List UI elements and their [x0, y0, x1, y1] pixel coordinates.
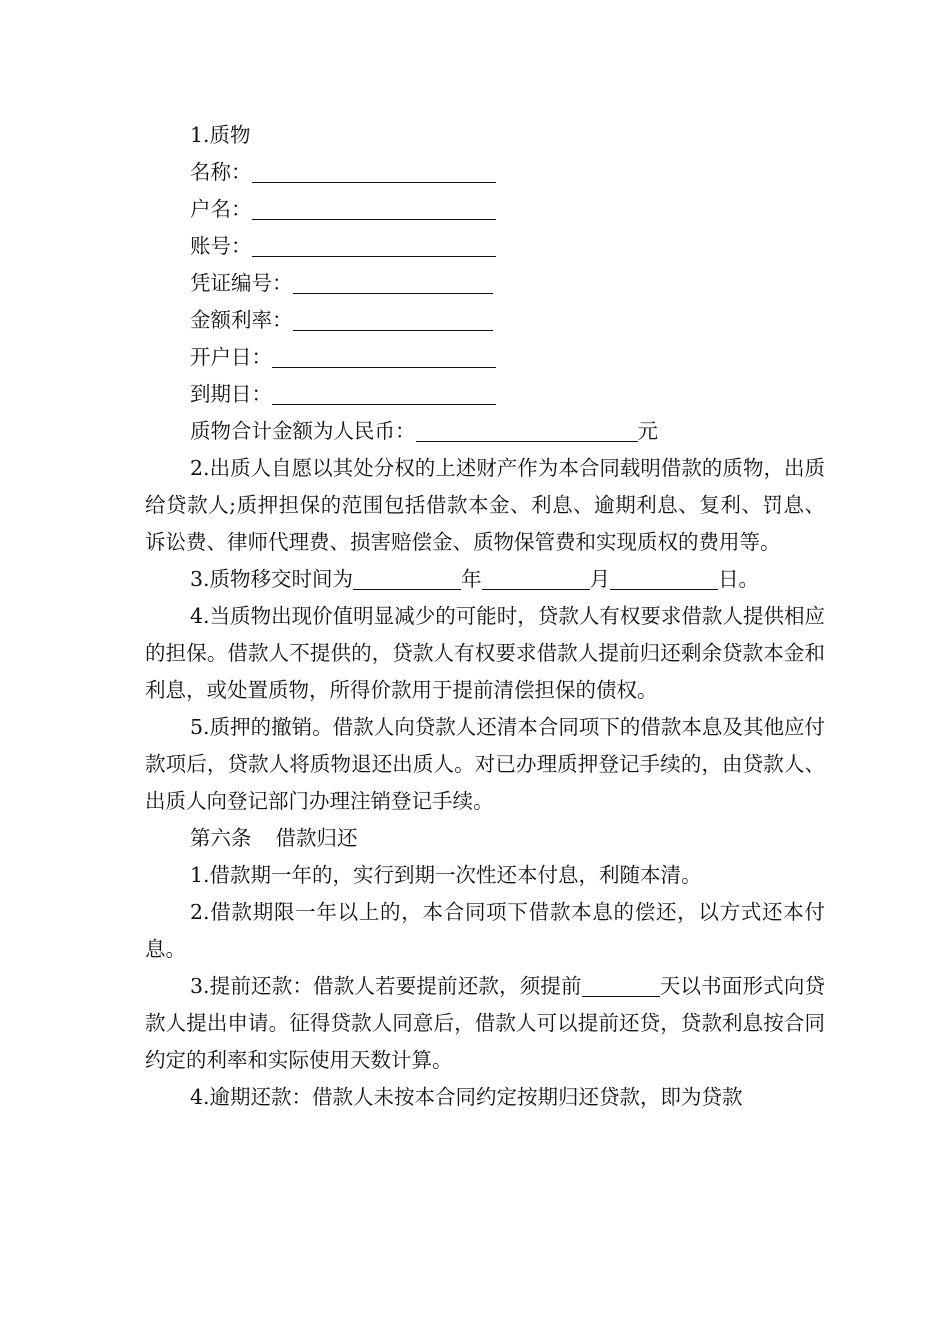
fill-blank[interactable]	[482, 567, 590, 590]
fill-blank[interactable]	[272, 345, 496, 368]
field-open-date	[145, 339, 825, 376]
fill-blank[interactable]	[272, 382, 496, 405]
article-6-heading	[145, 820, 825, 857]
field-voucher-number	[145, 265, 825, 302]
field-label: 名称：	[190, 160, 252, 184]
section-title: 1.质物	[190, 123, 251, 147]
clause-3-text: 3.质物移交时间为	[190, 567, 354, 591]
clause-3	[145, 561, 825, 598]
article-6-clause-2: 2.借款期限一年以上的，本合同项下借款本息的偿还，以方式还本付息。	[145, 900, 825, 961]
field-label: 金额利率：	[190, 308, 293, 332]
article-title: 借款归还	[275, 826, 358, 850]
field-label: 户名：	[190, 197, 252, 221]
field-amount-rate	[145, 302, 825, 339]
total-label: 质物合计金额为人民币：	[190, 419, 416, 443]
article-6-clause-3	[145, 968, 825, 1079]
field-label: 凭证编号：	[190, 271, 293, 295]
fill-blank[interactable]	[610, 567, 718, 590]
fill-blank[interactable]	[293, 308, 493, 331]
fill-blank[interactable]	[416, 419, 638, 442]
day-label: 日。	[718, 567, 760, 591]
field-account-name	[145, 191, 825, 228]
clause-2: 2.出质人自愿以其处分权的上述财产作为本合同载明借款的质物，出质给贷款人;质押担保的范围包括借款本金、利息、逾期利息、复利、罚息、诉讼费、律师代理费、损害赔偿金、质物保管费和实现质权的费用等。	[145, 456, 825, 554]
field-account-number	[145, 228, 825, 265]
fill-blank[interactable]	[252, 197, 496, 220]
field-label: 账号：	[190, 234, 252, 258]
clause-4: 4.当质物出现价值明显减少的可能时，贷款人有权要求借款人提供相应的担保。借款人不提供的，贷款人有权要求借款人提前归还剩余贷款本金和利息，或处置质物，所得价款用于提前清偿担保的债权。	[145, 604, 825, 702]
article-number: 第六条	[190, 826, 252, 850]
clause-text: 天以书面形式向贷款人提出申请。征得贷款人同意后，借款人可以提前还贷，贷款利息按合同约定的利率和实际使用天数计算。	[145, 974, 826, 1072]
clause-text: 3.提前还款：借款人若要提前还款，须提前	[190, 974, 582, 998]
article-6-clause-4: 4.逾期还款：借款人未按本合同约定按期归还贷款，即为贷款	[190, 1085, 743, 1109]
article-6-clause-1: 1.借款期一年的，实行到期一次性还本付息，利随本清。	[190, 863, 702, 887]
field-label: 开户日：	[190, 345, 272, 369]
fill-blank[interactable]	[582, 974, 660, 997]
fill-blank[interactable]	[353, 567, 461, 590]
total-unit: 元	[637, 419, 658, 443]
fill-blank[interactable]	[252, 160, 496, 183]
fill-blank[interactable]	[293, 271, 493, 294]
document-page	[145, 117, 825, 1116]
clause-5: 5.质押的撤销。借款人向贷款人还清本合同项下的借款本息及其他应付款项后，贷款人将质物退还出质人。对已办理质押登记手续的，由贷款人、出质人向登记部门办理注销登记手续。	[145, 715, 825, 813]
fill-blank[interactable]	[252, 234, 496, 257]
year-label: 年	[461, 567, 482, 591]
field-due-date	[145, 376, 825, 413]
month-label: 月	[589, 567, 611, 591]
field-name	[145, 154, 825, 191]
field-label: 到期日：	[190, 382, 272, 406]
total-amount-line	[145, 413, 825, 450]
